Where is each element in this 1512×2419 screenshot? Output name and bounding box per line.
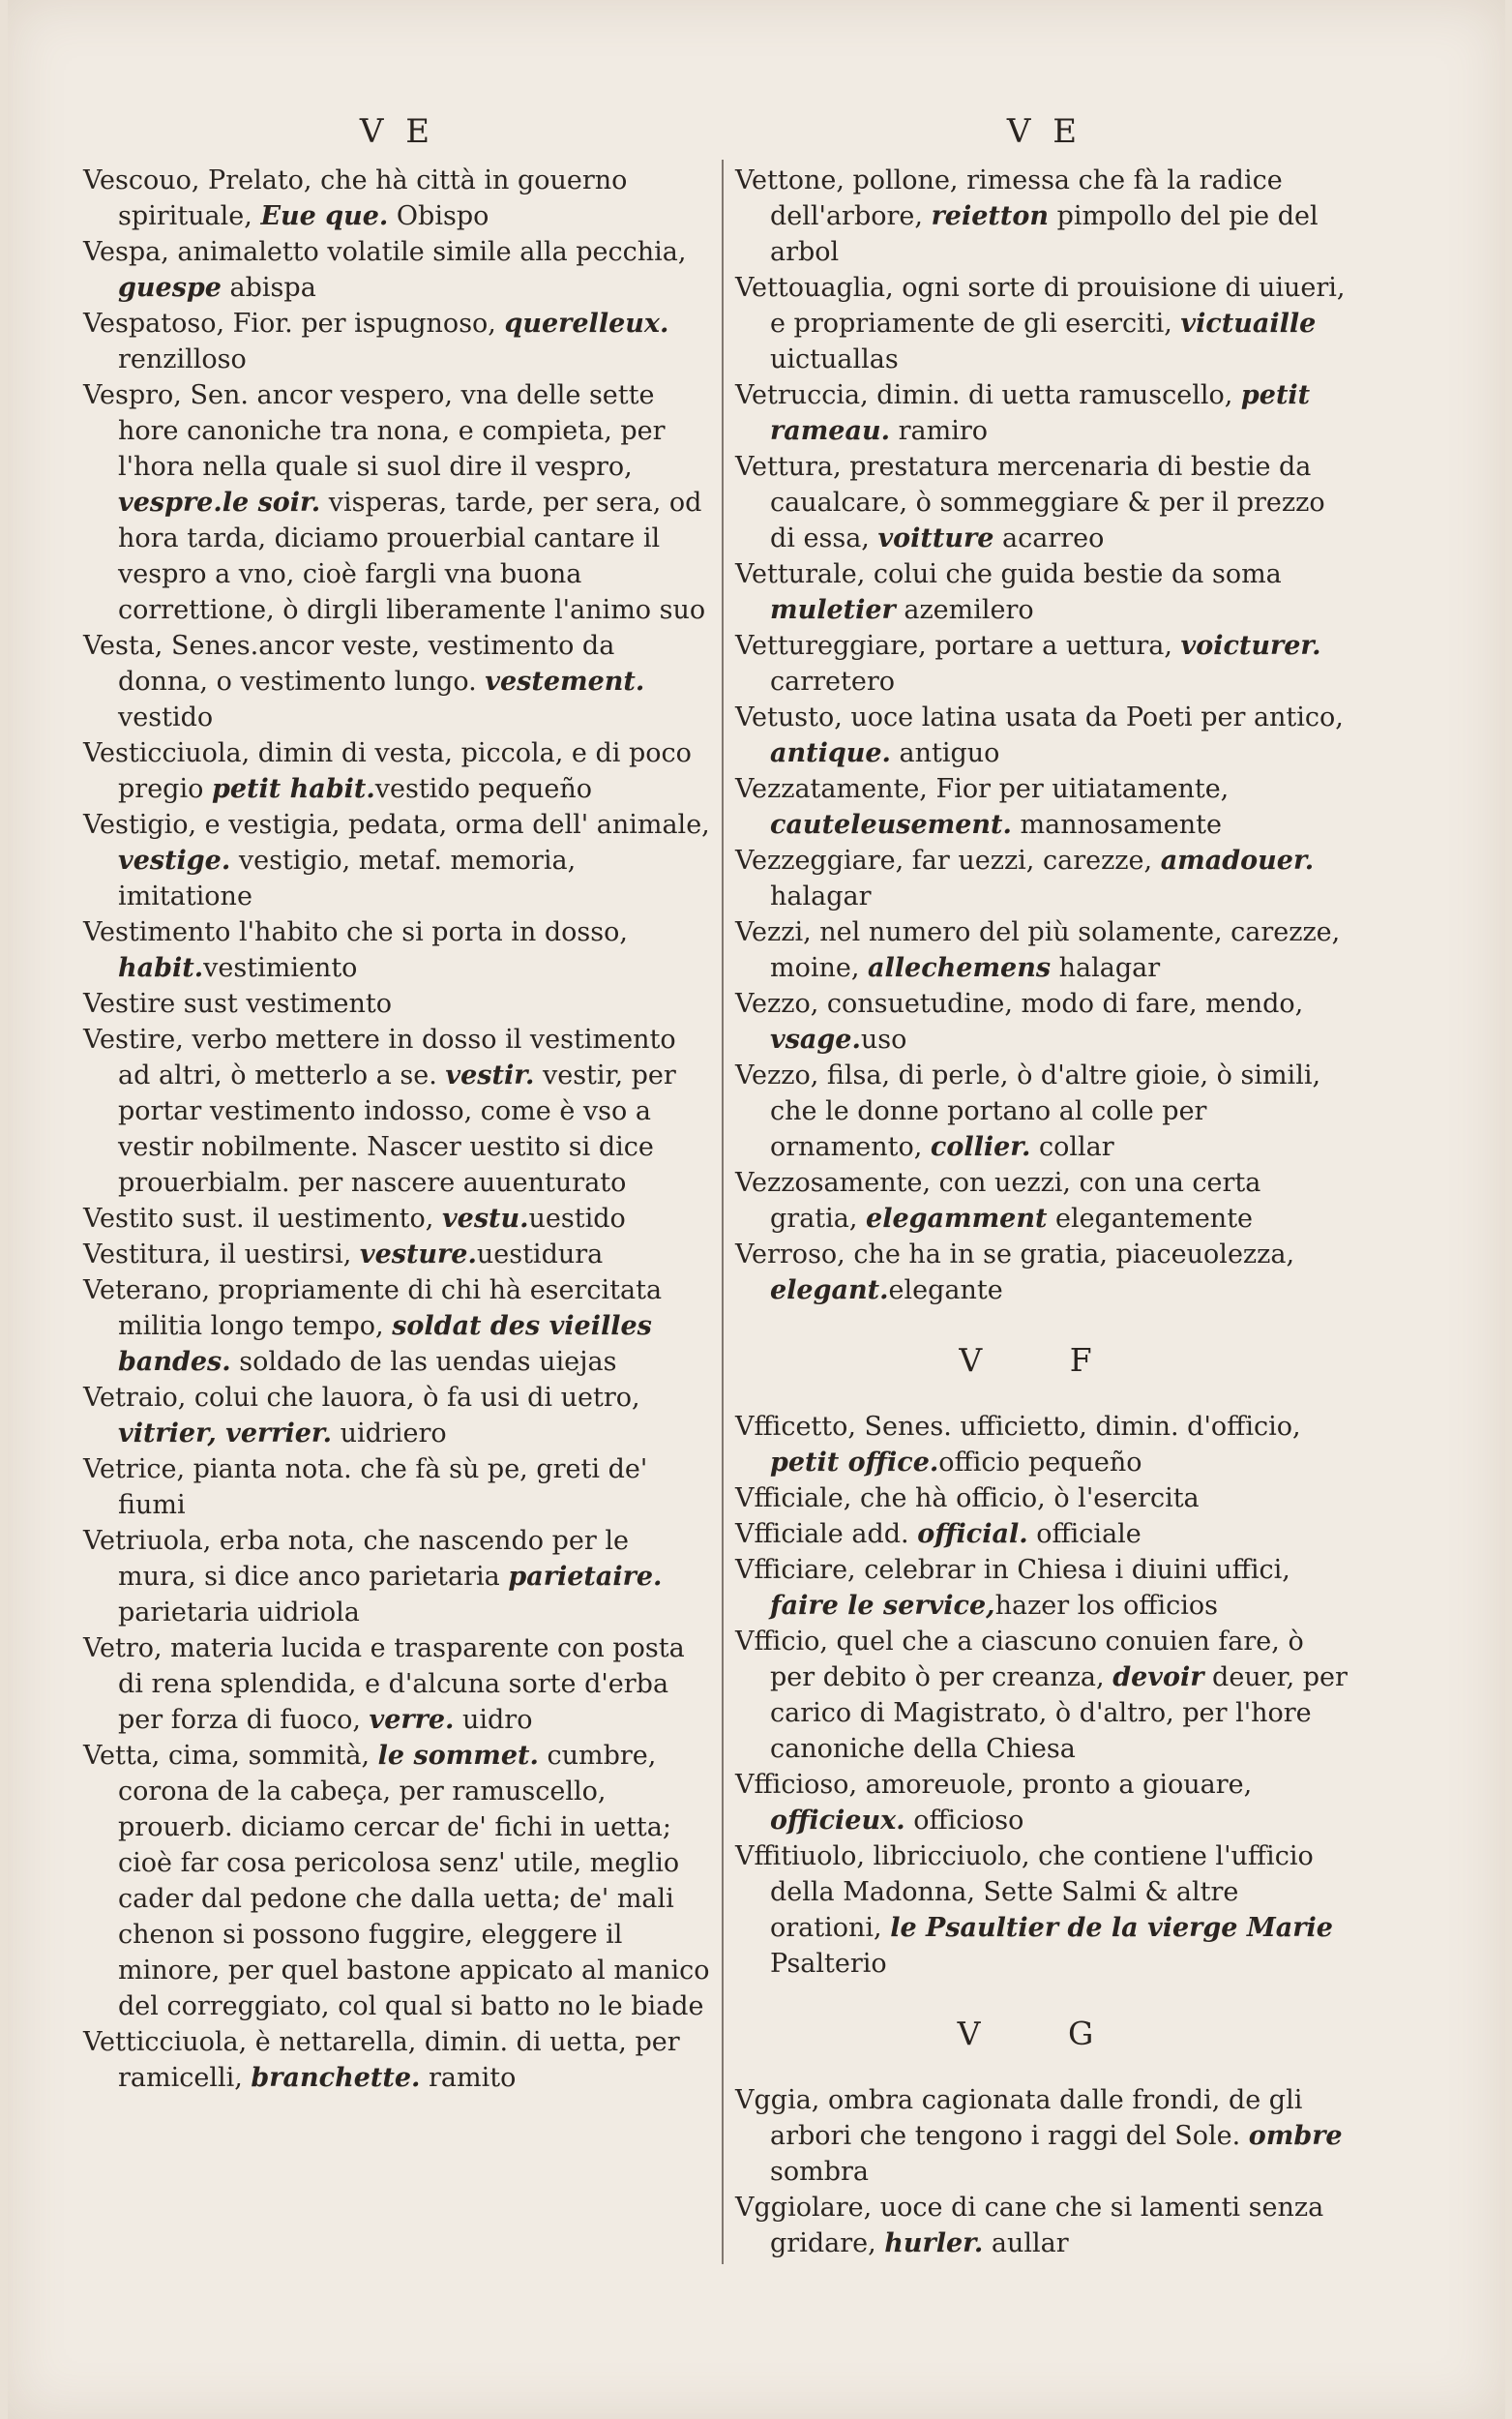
dictionary-entry (83, 1630, 712, 1738)
dictionary-entry (735, 163, 1354, 270)
entry-definition: Vezzo, filsa, di perle, ò d'altre gioie, ò simili, che le donne portano al colle per ornamento, (735, 1060, 1321, 1162)
entry-french-gloss: habit. (118, 953, 204, 983)
right-column (735, 106, 1354, 2261)
entry-french-gloss: vsage. (770, 1025, 861, 1055)
dictionary-entry (83, 735, 712, 807)
entry-french-gloss: voitture (877, 523, 994, 553)
dictionary-entry (735, 1165, 1354, 1237)
entry-french-gloss: guespe (118, 273, 222, 303)
entry-spanish-gloss: acarreo (993, 523, 1105, 553)
entry-french-gloss: vespre.le soir. (118, 488, 321, 518)
dictionary-entry (735, 1480, 1354, 1516)
entry-definition: Vetriuola, erba nota, che nascendo per le mura, si dice anco parietaria (83, 1526, 629, 1592)
entry-definition: Vestimento l'habito che si porta in dosso, (83, 917, 628, 947)
entry-definition: Vetro, materia lucida e trasparente con posta di rena splendida, e d'alcuna sorte d'erba per forza di fuoco, (83, 1633, 685, 1735)
entry-spanish-gloss: Obispo (388, 201, 489, 231)
entry-definition: Vfficiare, celebrar in Chiesa i diuini uffici, (735, 1555, 1290, 1585)
entry-definition: Vggiolare, uoce di cane che si lamenti senza gridare, (735, 2193, 1324, 2258)
section-heading-vf: V F (959, 1341, 1131, 1379)
entry-spanish-gloss: elegante (888, 1275, 1003, 1305)
entry-spanish-gloss: officiale (1027, 1519, 1141, 1549)
entry-french-gloss: verre. (369, 1705, 455, 1735)
entry-french-gloss: vesture. (359, 1239, 477, 1269)
entry-french-gloss: querelleux. (504, 309, 669, 339)
entry-spanish-gloss: visperas, tarde, per sera, od hora tarda, diciamo prouerbial cantare il vespro a vno, cioè fargli vna buona correttione, ò dirgli liberamente l'animo suo (118, 488, 706, 625)
dictionary-entry (735, 1058, 1354, 1165)
entry-french-gloss: parietaire. (508, 1562, 663, 1592)
dictionary-entry (83, 1272, 712, 1380)
entry-french-gloss: petit habit. (211, 774, 375, 804)
entry-definition: Vfficiale add. (735, 1519, 918, 1549)
entry-definition: Vetusto, uoce latina usata da Poeti per antico, (735, 702, 1344, 732)
entry-french-gloss: vestir. (445, 1060, 535, 1090)
entry-definition: Vesta, Senes.ancor veste, vestimento da donna, o vestimento lungo. (83, 631, 615, 697)
entry-spanish-gloss: uidriero (332, 1419, 447, 1448)
entry-spanish-gloss: uestido (528, 1204, 626, 1234)
entry-french-gloss: devoir (1112, 1662, 1204, 1692)
entry-spanish-gloss: officioso (904, 1806, 1024, 1836)
entry-definition: Vetraio, colui che lauora, ò fa usi di uetro, (83, 1383, 640, 1413)
dictionary-entry (83, 628, 712, 735)
entry-definition: Vettureggiare, portare a uettura, (735, 631, 1181, 661)
dictionary-entry (83, 807, 712, 914)
entry-french-gloss: cauteleusement. (770, 810, 1012, 840)
entry-definition: Vezzo, consuetudine, modo di fare, mendo, (735, 989, 1304, 1019)
vf-entry-list (735, 1409, 1354, 1982)
entry-french-gloss: allechemens (868, 953, 1052, 983)
dictionary-entry (735, 1237, 1354, 1308)
dictionary-entry (735, 1516, 1354, 1552)
entry-french-gloss: branchette. (251, 2063, 421, 2093)
entry-definition: Vestitura, il uestirsi, (83, 1239, 360, 1269)
entry-french-gloss: voicturer. (1180, 631, 1321, 661)
entry-definition: Vezzi, nel numero del più solamente, carezze, moine, (735, 917, 1341, 983)
entry-french-gloss: petit office. (770, 1448, 939, 1478)
entry-definition: Vfficioso, amoreuole, pronto a giouare, (735, 1770, 1253, 1800)
entry-spanish-gloss: carretero (770, 667, 896, 697)
entry-spanish-gloss: uidro (454, 1705, 533, 1735)
right-running-head: V E (1006, 112, 1083, 151)
entry-french-gloss: amadouer. (1160, 846, 1315, 876)
entry-definition: Verroso, che ha in se gratia, piaceuolezza, (735, 1239, 1295, 1269)
entry-spanish-gloss: halagar (770, 881, 872, 911)
dictionary-entry (735, 1624, 1354, 1767)
entry-french-gloss: le sommet. (377, 1741, 539, 1771)
entry-definition: Vespro, Sen. ancor vespero, vna delle sette hore canoniche tra nona, e compieta, per l'hora nella quale si suol dire il vespro, (83, 380, 666, 482)
dictionary-entry (735, 1552, 1354, 1624)
entry-spanish-gloss: collar (1030, 1132, 1114, 1162)
entry-definition: Vespatoso, Fior. per ispugnoso, (83, 309, 505, 339)
entry-definition: Vfficetto, Senes. ufficietto, dimin. d'officio, (735, 1412, 1301, 1442)
entry-definition: Vffitiuolo, libricciuolo, che contiene l'ufficio della Madonna, Sette Salmi & altre orationi, (735, 1841, 1314, 1943)
entry-definition: Vestito sust. il uestimento, (83, 1204, 442, 1234)
entry-spanish-gloss: soldado de las uendas uiejas (230, 1347, 617, 1377)
entry-spanish-gloss: renzilloso (118, 344, 247, 374)
dictionary-entry (83, 1022, 712, 1201)
dictionary-entry (735, 270, 1354, 377)
entry-french-gloss: petit rameau. (770, 380, 1311, 446)
entry-spanish-gloss: ramiro (890, 416, 988, 446)
entry-definition: Vetrice, pianta nota. che fà sù pe, greti de' fiumi (83, 1454, 648, 1520)
entry-spanish-gloss: parietaria uidriola (118, 1598, 360, 1628)
vg-entry-list (735, 2082, 1354, 2261)
dictionary-entry (735, 377, 1354, 449)
left-column (83, 106, 712, 2096)
dictionary-entry (83, 914, 712, 986)
entry-french-gloss: vestement. (485, 667, 645, 697)
dictionary-entry (83, 986, 712, 1022)
entry-french-gloss: Eue que. (260, 201, 389, 231)
entry-definition: Vetruccia, dimin. di uetta ramuscello, (735, 380, 1241, 410)
dictionary-entry (735, 1409, 1354, 1480)
dictionary-entry (735, 2190, 1354, 2261)
dictionary-entry (83, 1523, 712, 1630)
right-entry-list (735, 163, 1354, 1308)
entry-french-gloss: soldat des vieilles bandes. (118, 1311, 652, 1377)
entry-french-gloss: elegamment (866, 1204, 1048, 1234)
entry-french-gloss: reietton (931, 201, 1049, 231)
dictionary-entry (735, 914, 1354, 986)
dictionary-entry (735, 986, 1354, 1058)
dictionary-page (8, 0, 1505, 2419)
entry-spanish-gloss: vestido (118, 702, 214, 732)
dictionary-entry (735, 2082, 1354, 2190)
entry-spanish-gloss: uestidura (476, 1239, 604, 1269)
entry-spanish-gloss: hazer los officios (994, 1591, 1219, 1621)
entry-definition: Vesticciuola, dimin di vesta, piccola, e di poco pregio (83, 738, 692, 804)
entry-french-gloss: muletier (770, 595, 896, 625)
dictionary-entry (735, 1838, 1354, 1982)
entry-spanish-gloss: elegantemente (1047, 1204, 1254, 1234)
entry-definition: Vetturale, colui che guida bestie da soma (735, 559, 1282, 589)
entry-spanish-gloss: vestido pequeño (374, 774, 592, 804)
entry-definition: Vezzosamente, con uezzi, con una certa gratia, (735, 1168, 1261, 1234)
entry-french-gloss: faire le service, (770, 1591, 995, 1621)
dictionary-entry (83, 163, 712, 234)
entry-spanish-gloss: uso (860, 1025, 907, 1055)
entry-spanish-gloss: mannosamente (1011, 810, 1222, 840)
entry-definition: Vescouo, Prelato, che hà città in gouerno spirituale, (83, 165, 628, 231)
entry-french-gloss: official. (917, 1519, 1028, 1549)
entry-spanish-gloss: abispa (221, 273, 316, 303)
entry-french-gloss: ombre (1248, 2121, 1343, 2151)
column-divider (722, 160, 724, 2264)
dictionary-entry (735, 700, 1354, 771)
entry-definition: Vettouaglia, ogni sorte di prouisione di uiueri, e propriamente de gli eserciti, (735, 273, 1346, 339)
entry-french-gloss: officieux. (770, 1806, 905, 1836)
dictionary-entry (735, 556, 1354, 628)
entry-spanish-gloss: cumbre, corona de la cabeça, per ramuscello, prouerb. diciamo cercar de' fichi in uetta; cioè far cosa pericolosa senz' utile, meglio cader dal pedone che dalla uetta; de' mali chenon si possono fuggire, eleggere il minore, per quel bastone appicato al manico del correggiato, col qual si batto no le biade (118, 1741, 710, 2021)
entry-spanish-gloss: halagar (1051, 953, 1161, 983)
entry-definition: Vezzatamente, Fior per uitiatamente, (735, 774, 1230, 804)
entry-definition: Vfficio, quel che a ciascuno conuien fare, ò per debito ò per creanza, (735, 1627, 1304, 1692)
entry-spanish-gloss: vestigio, metaf. memoria, imitatione (118, 846, 577, 911)
left-entry-list (83, 163, 712, 2096)
dictionary-entry (83, 377, 712, 628)
entry-french-gloss: victuaille (1180, 309, 1317, 339)
entry-definition: Vezzeggiare, far uezzi, carezze, (735, 846, 1161, 876)
entry-definition: Vespa, animaletto volatile simile alla pecchia, (83, 237, 687, 267)
dictionary-entry (735, 628, 1354, 700)
entry-definition: Veterano, propriamente di chi hà esercitata militia longo tempo, (83, 1275, 663, 1341)
dictionary-entry (83, 234, 712, 306)
dictionary-entry (83, 1380, 712, 1451)
dictionary-entry (735, 1767, 1354, 1838)
entry-spanish-gloss: deuer, per carico di Magistrato, ò d'altro, per l'hore canoniche della Chiesa (770, 1662, 1348, 1764)
entry-french-gloss: vestige. (118, 846, 231, 876)
entry-spanish-gloss: pimpollo del pie del arbol (770, 201, 1319, 267)
entry-definition: Vestire sust vestimento (83, 989, 392, 1019)
dictionary-entry (83, 1451, 712, 1523)
entry-french-gloss: vestu. (441, 1204, 529, 1234)
entry-definition: Vettone, pollone, rimessa che fà la radice dell'arbore, (735, 165, 1283, 231)
entry-spanish-gloss: aullar (983, 2228, 1069, 2258)
dictionary-entry (83, 306, 712, 377)
dictionary-entry (83, 1237, 712, 1272)
entry-french-gloss: le Psaultier de la vierge Marie (890, 1913, 1333, 1943)
entry-definition: Vfficiale, che hà officio, ò l'esercita (735, 1483, 1200, 1513)
section-heading-vg: V G (957, 2015, 1133, 2052)
entry-spanish-gloss: officio pequeño (938, 1448, 1142, 1478)
dictionary-entry (735, 843, 1354, 914)
entry-french-gloss: hurler. (884, 2228, 984, 2258)
entry-spanish-gloss: vestimiento (203, 953, 358, 983)
left-running-head: V E (359, 112, 436, 151)
entry-definition: Vetticciuola, è nettarella, dimin. di uetta, per ramicelli, (83, 2027, 680, 2093)
dictionary-entry (83, 1738, 712, 2024)
dictionary-entry (735, 771, 1354, 843)
entry-spanish-gloss: ramito (420, 2063, 517, 2093)
entry-definition: Vettura, prestatura mercenaria di bestie da caualcare, ò sommeggiare & per il prezzo di essa, (735, 452, 1325, 553)
dictionary-entry (735, 449, 1354, 556)
entry-definition: Vetta, cima, sommità, (83, 1741, 378, 1771)
entry-spanish-gloss: vestir, per portar vestimento indosso, come è vso a vestir nobilmente. Nascer uestito si dice prouerbialm. per nascere auuenturato (118, 1060, 676, 1198)
entry-definition: Vestire, verbo mettere in dosso il vestimento ad altri, ò metterlo a se. (83, 1025, 676, 1090)
entry-french-gloss: antique. (770, 738, 891, 768)
dictionary-entry (83, 2024, 712, 2096)
entry-french-gloss: vitrier, verrier. (118, 1419, 333, 1448)
entry-spanish-gloss: uictuallas (770, 344, 899, 374)
entry-definition: Vestigio, e vestigia, pedata, orma dell' animale, (83, 810, 710, 840)
entry-spanish-gloss: azemilero (895, 595, 1034, 625)
entry-french-gloss: collier. (930, 1132, 1031, 1162)
entry-spanish-gloss: sombra (770, 2157, 870, 2187)
entry-french-gloss: elegant. (770, 1275, 889, 1305)
entry-spanish-gloss: antiguo (890, 738, 1000, 768)
entry-definition: Vggia, ombra cagionata dalle frondi, de gli arbori che tengono i raggi del Sole. (735, 2085, 1303, 2151)
dictionary-entry (83, 1201, 712, 1237)
entry-spanish-gloss: Psalterio (770, 1949, 887, 1979)
